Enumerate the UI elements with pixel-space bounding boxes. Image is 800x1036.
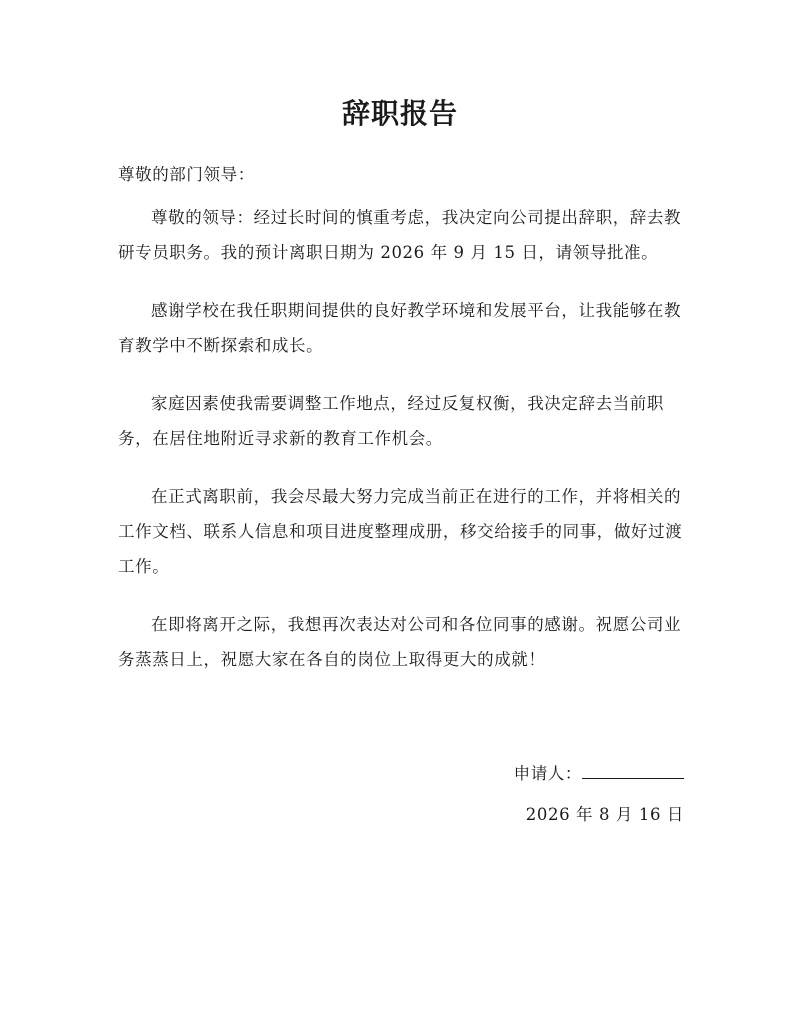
signature-line [582, 758, 684, 779]
applicant-label: 申请人： [513, 764, 582, 783]
paragraph-reason: 家庭因素使我需要调整工作地点，经过反复权衡，我决定辞去当前职务，在居住地附近寻求新的教育工作机会。 [118, 394, 664, 448]
document-title: 辞职报告 [341, 97, 458, 130]
letter-body [118, 200, 686, 700]
salutation: 尊敬的部门领导： [118, 165, 255, 184]
signature-block [514, 758, 684, 789]
paragraph-handover: 在正式离职前，我会尽最大努力完成当前正在进行的工作，并将相关的工作文档、联系人信息和项目进度整理成册，移交给接手的同事，做好过渡工作。 [118, 487, 683, 576]
paragraph-gratitude: 感谢学校在我任职期间提供的良好教学环境和发展平台，让我能够在教育教学中不断探索和成长。 [118, 301, 682, 355]
document-date: 2026 年 8 月 16 日 [525, 805, 684, 824]
paragraph-resignation-notice: 尊敬的领导：经过长时间的慎重考虑，我决定向公司提出辞职，辞去教研专员职务。我的预计离职日期为 2026 年 9 月 15 日，请领导批准。 [118, 208, 682, 262]
paragraph-closing-wishes: 在即将离开之际，我想再次表达对公司和各位同事的感谢。祝愿公司业务蒸蒸日上，祝愿大家在各自的岗位上取得更大的成就！ [118, 615, 682, 669]
